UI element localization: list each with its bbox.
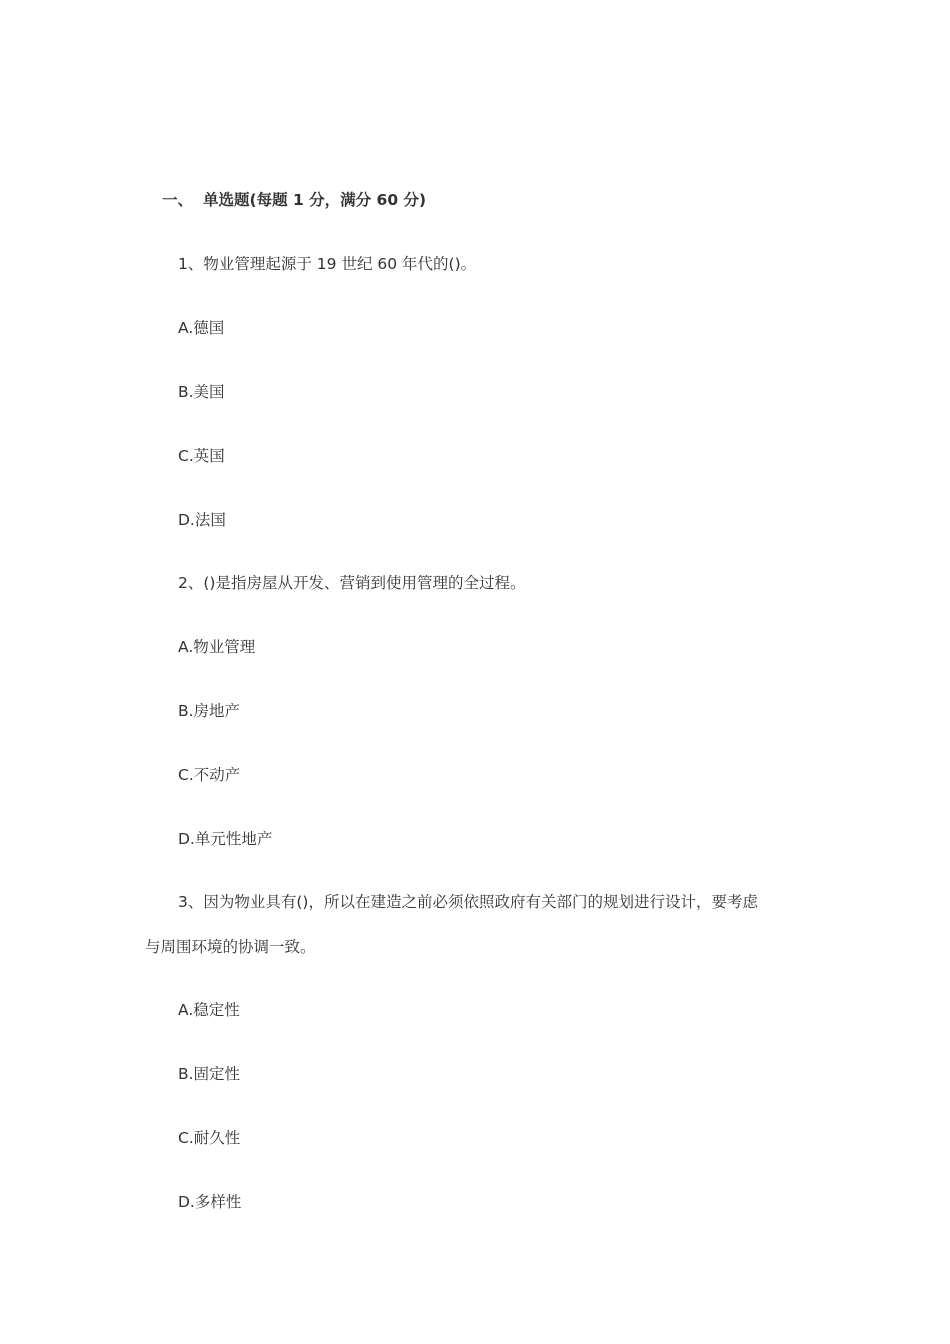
option-d: D.法国 (178, 511, 226, 529)
option-c: C.耐久性 (178, 1129, 241, 1147)
section-title: 单选题(每题 1 分，满分 60 分) (203, 191, 427, 209)
option-b: B.房地产 (178, 702, 241, 720)
question-stem: 2、()是指房屋从开发、营销到使用管理的全过程。 (178, 574, 526, 592)
section-number: 一、 (162, 191, 194, 209)
option-d: D.多样性 (178, 1193, 242, 1211)
section-heading (162, 190, 426, 210)
option-a: A.德国 (178, 319, 225, 337)
option-d: D.单元性地产 (178, 830, 273, 848)
question-stem: 1、物业管理起源于 19 世纪 60 年代的()。 (178, 255, 477, 273)
option-a: A.物业管理 (178, 638, 256, 656)
option-c: C.不动产 (178, 766, 241, 784)
question-stem-continuation: 与周围环境的协调一致。 (145, 938, 316, 956)
question-stem: 3、因为物业具有()，所以在建造之前必须依照政府有关部门的规划进行设计，要考虑 (178, 893, 758, 911)
option-a: A.稳定性 (178, 1001, 240, 1019)
option-b: B.美国 (178, 383, 225, 401)
option-c: C.英国 (178, 447, 225, 465)
option-b: B.固定性 (178, 1065, 241, 1083)
